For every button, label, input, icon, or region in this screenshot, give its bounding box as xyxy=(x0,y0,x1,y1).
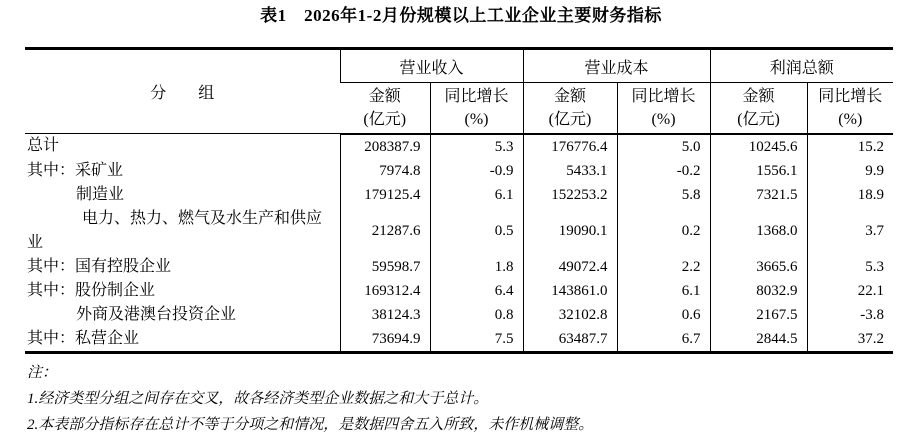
row-label: 采矿业 xyxy=(75,161,124,179)
row-label: 国有控股企业 xyxy=(75,257,172,275)
value-cell: 143861.0 xyxy=(523,279,617,303)
value-cell: 63487.7 xyxy=(523,327,617,353)
row-prefix: 其中： xyxy=(27,257,76,275)
value-cell: 6.4 xyxy=(430,279,523,303)
value-cell: 59598.7 xyxy=(340,255,430,279)
growth-label: 同比增长 xyxy=(631,87,696,105)
row-label-cell xyxy=(25,279,340,303)
row-prefix: 其中： xyxy=(27,281,76,299)
growth-unit: (%) xyxy=(838,110,863,128)
column-group-profit: 利润总额 xyxy=(710,49,893,83)
row-label-cell xyxy=(25,303,340,327)
value-cell: 208387.9 xyxy=(340,134,430,159)
table-row-total xyxy=(25,134,893,159)
row-label-cell xyxy=(25,134,340,159)
value-cell: 2844.5 xyxy=(710,327,807,353)
value-cell: 49072.4 xyxy=(523,255,617,279)
note-item-2: 2.本表部分指标存在总计不等于分项之和情况，是数据四舍五入所致，未作机械调整。 xyxy=(27,416,594,433)
value-cell: 18.9 xyxy=(807,183,893,207)
row-label: 外商及港澳台投资企业 xyxy=(76,305,237,323)
value-cell: 15.2 xyxy=(807,134,893,159)
value-cell: 6.1 xyxy=(617,279,710,303)
row-prefix: 其中： xyxy=(27,161,76,179)
value-cell: 3665.6 xyxy=(710,255,807,279)
table-title: 表1 2026年1-2月份规模以上工业企业主要财务指标 xyxy=(260,6,662,25)
value-cell: 5.8 xyxy=(617,183,710,207)
value-cell: 2.2 xyxy=(617,255,710,279)
growth-unit: (%) xyxy=(464,110,489,128)
value-cell: -0.2 xyxy=(617,159,710,183)
table-row-private xyxy=(25,327,893,353)
value-cell: 19090.1 xyxy=(523,207,617,255)
value-cell: 179125.4 xyxy=(340,183,430,207)
row-label: 电力、热力、燃气及水生产和供应 xyxy=(82,209,323,227)
value-cell: 10245.6 xyxy=(710,134,807,159)
value-cell: 0.5 xyxy=(430,207,523,255)
value-cell: 73694.9 xyxy=(340,327,430,353)
value-cell: 5.3 xyxy=(807,255,893,279)
growth-unit: (%) xyxy=(651,110,676,128)
row-label: 股份制企业 xyxy=(75,281,156,299)
row-label: 总计 xyxy=(27,137,60,155)
value-cell: 7974.8 xyxy=(340,159,430,183)
table-row-utilities xyxy=(25,207,893,255)
profit-amount-header xyxy=(710,83,807,134)
amount-unit: (亿元) xyxy=(737,110,780,128)
table-row-foreign-invested xyxy=(25,303,893,327)
page xyxy=(0,5,922,434)
row-label-cell xyxy=(25,255,340,279)
growth-label: 同比增长 xyxy=(444,87,509,105)
table-row-mining xyxy=(25,159,893,183)
value-cell: 5433.1 xyxy=(523,159,617,183)
value-cell: 5.3 xyxy=(430,134,523,159)
note-item-1: 1.经济类型分组之间存在交叉，故各经济类型企业数据之和大于总计。 xyxy=(27,390,489,407)
value-cell: 7.5 xyxy=(430,327,523,353)
value-cell: 21287.6 xyxy=(340,207,430,255)
value-cell: 22.1 xyxy=(807,279,893,303)
financial-indicators-table xyxy=(25,47,893,354)
cost-growth-header xyxy=(617,83,710,134)
amount-unit: (亿元) xyxy=(363,110,407,128)
value-cell: 6.1 xyxy=(430,183,523,207)
row-label-cell xyxy=(25,327,340,353)
value-cell: 7321.5 xyxy=(710,183,807,207)
value-cell: 3.7 xyxy=(807,207,893,255)
revenue-amount-header xyxy=(340,83,430,134)
table-row-share-holding xyxy=(25,279,893,303)
amount-label: 金额 xyxy=(368,87,401,105)
value-cell: 1556.1 xyxy=(710,159,807,183)
value-cell: -3.8 xyxy=(807,303,893,327)
row-label-overflow: 业 xyxy=(27,233,44,251)
row-label-cell xyxy=(25,159,340,183)
value-cell: 9.9 xyxy=(807,159,893,183)
value-cell: 32102.8 xyxy=(523,303,617,327)
revenue-growth-header xyxy=(430,83,523,134)
column-group-revenue: 营业收入 xyxy=(340,49,523,83)
amount-label: 金额 xyxy=(742,87,775,105)
value-cell: 5.0 xyxy=(617,134,710,159)
value-cell: 0.2 xyxy=(617,207,710,255)
value-cell: -0.9 xyxy=(430,159,523,183)
row-label: 制造业 xyxy=(76,185,125,203)
group-column-header: 分 组 xyxy=(25,49,340,134)
value-cell: 152253.2 xyxy=(523,183,617,207)
row-label-cell xyxy=(25,207,340,255)
row-label-cell xyxy=(25,183,340,207)
value-cell: 176776.4 xyxy=(523,134,617,159)
value-cell: 38124.3 xyxy=(340,303,430,327)
profit-growth-header xyxy=(807,83,893,134)
cost-amount-header xyxy=(523,83,617,134)
value-cell: 1.8 xyxy=(430,255,523,279)
value-cell: 6.7 xyxy=(617,327,710,353)
value-cell: 1368.0 xyxy=(710,207,807,255)
amount-unit: (亿元) xyxy=(548,110,592,128)
value-cell: 2167.5 xyxy=(710,303,807,327)
table-row-manufacturing xyxy=(25,183,893,207)
notes-header: 注： xyxy=(27,364,58,381)
column-group-cost: 营业成本 xyxy=(523,49,710,83)
value-cell: 8032.9 xyxy=(710,279,807,303)
table-notes xyxy=(27,360,922,434)
growth-label: 同比增长 xyxy=(818,87,883,105)
group-header-row xyxy=(25,49,893,83)
row-prefix: 其中： xyxy=(27,329,76,347)
amount-label: 金额 xyxy=(554,87,587,105)
value-cell: 37.2 xyxy=(807,327,893,353)
row-label: 私营企业 xyxy=(75,329,140,347)
value-cell: 0.6 xyxy=(617,303,710,327)
value-cell: 0.8 xyxy=(430,303,523,327)
value-cell: 169312.4 xyxy=(340,279,430,303)
table-row-state-holding xyxy=(25,255,893,279)
